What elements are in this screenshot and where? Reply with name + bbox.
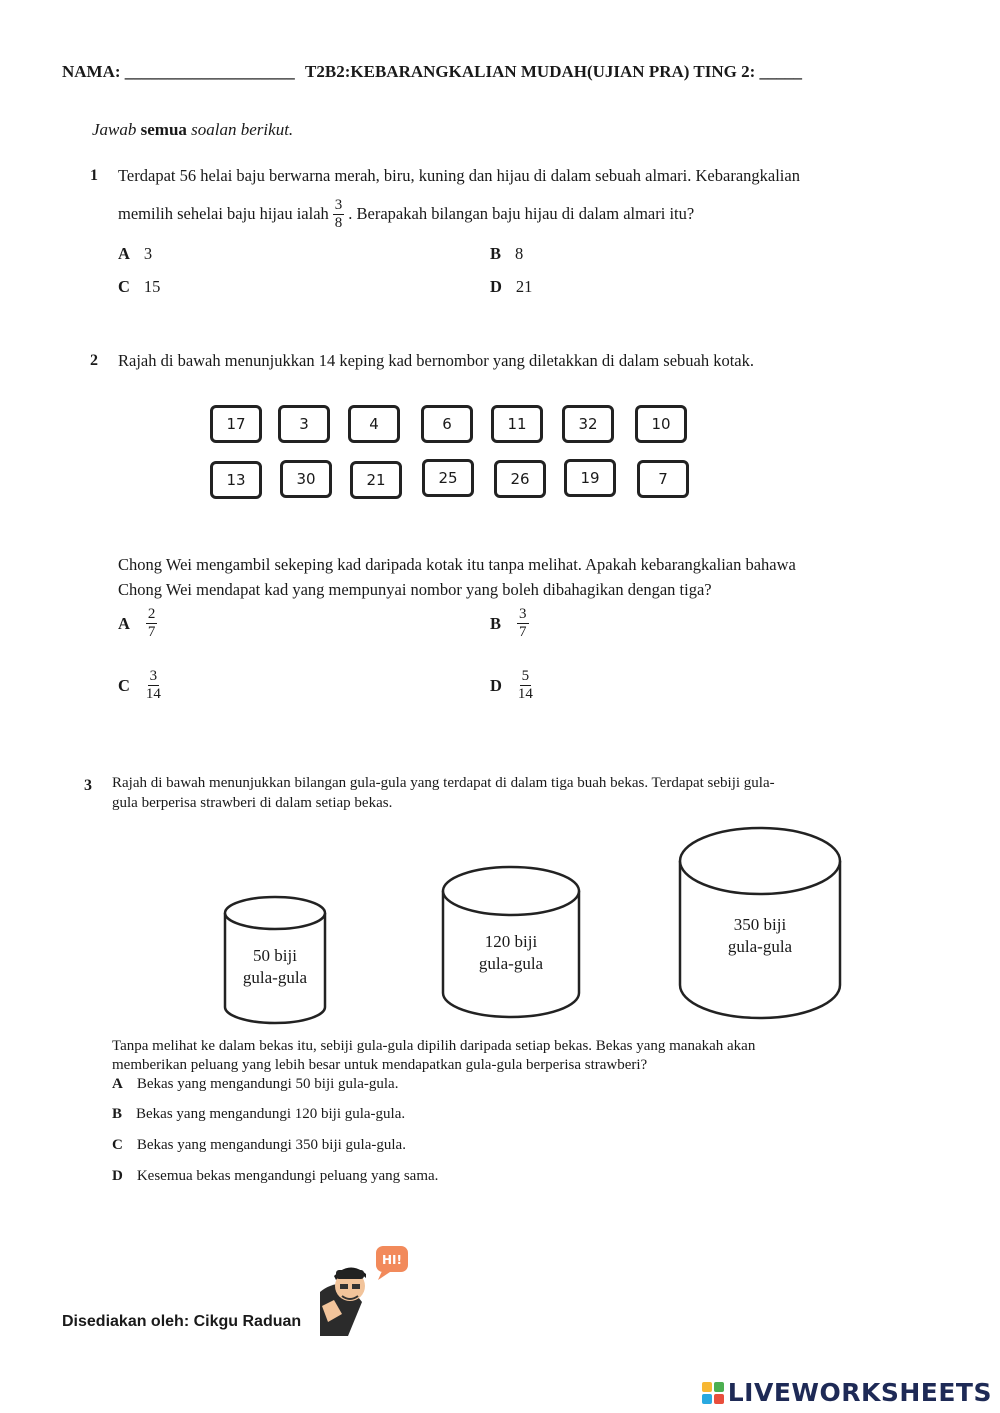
answer-option-d[interactable]: D 21 [490,277,533,296]
answer-option-a[interactable]: A 3 [118,244,153,263]
number-card: 21 [350,461,402,499]
number-card: 30 [280,460,332,498]
number-card: 7 [637,460,689,498]
number-card: 6 [421,405,473,443]
question-text: memilih sehelai baju hijau ialah $\frac{3}{8}$ . Berapakah bilangan baju hijau di dalam almari itu? [118,196,695,231]
question-text: Chong Wei mengambil sekeping kad daripada kotak itu tanpa melihat. Apakah kebarangkalian bahawa [118,555,796,574]
question-text: memberikan peluang yang lebih besar untuk mendapatkan gula-gula berperisa strawberi? [112,1057,648,1073]
answer-option-b[interactable]: B $\frac{3}{7}$ [490,606,527,640]
bubble-text: HI! [382,1253,402,1267]
number-card: 25 [422,459,474,497]
instruction: Jawab semua soalan berikut. [92,120,294,139]
answer-option-d[interactable]: D Kesemua bekas mengandungi peluang yang sama. [112,1168,439,1184]
fraction: $\frac{3}{8}$ [334,196,343,231]
number-card: 17 [210,405,262,443]
answer-option-c[interactable]: C Bekas yang mengandungi 350 biji gula-gula. [112,1137,406,1153]
brand-name: LIVEWORKSHEETS [727,1378,992,1407]
number-card: 10 [635,405,687,443]
question-text: Tanpa melihat ke dalam bekas itu, sebiji gula-gula dipilih daripada setiap bekas. Bekas yang manakah akan [112,1038,756,1054]
answer-option-a[interactable]: A Bekas yang mengandungi 50 biji gula-gula. [112,1076,399,1092]
question-text: gula berperisa strawberi di dalam setiap bekas. [112,795,393,811]
answer-option-a[interactable]: A $\frac{2}{7}$ [118,606,156,640]
answer-option-d[interactable]: D $\frac{5}{14}$ [490,668,533,702]
question-number: 3 [84,777,92,794]
number-card: 26 [494,460,546,498]
number-card: 3 [278,405,330,443]
question-text: Terdapat 56 helai baju berwarna merah, biru, kuning dan hijau di dalam sebuah almari. Kebarangkalian [118,166,800,185]
brand-icon [701,1381,725,1405]
number-card: 19 [564,459,616,497]
jar-label: 350 biji gula-gula [727,915,793,956]
number-card: 13 [210,461,262,499]
number-card: 11 [491,405,543,443]
question-number: 2 [90,352,98,369]
answer-option-b[interactable]: B 8 [490,244,524,263]
number-card: 4 [348,405,400,443]
question-text: Rajah di bawah menunjukkan 14 keping kad bernombor yang diletakkan di dalam sebuah kotak. [118,351,754,370]
answer-option-c[interactable]: C $\frac{3}{14}$ [118,668,161,702]
fraction: $\frac{3}{7}$ [519,606,527,640]
jar-medium-lid [443,867,579,915]
fraction: $\frac{5}{14}$ [517,668,533,702]
answer-option-c[interactable]: C 15 [118,277,161,296]
number-card: 32 [562,405,614,443]
jar-label: 120 biji gula-gula [478,932,544,973]
fraction: $\frac{2}{7}$ [147,606,156,640]
question-text: Chong Wei mendapat kad yang mempunyai nombor yang boleh dibahagikan dengan tiga? [118,580,712,599]
answer-option-b[interactable]: B Bekas yang mengandungi 120 biji gula-gula. [112,1106,406,1122]
name-field-label: NAMA: ____________________ [62,62,295,81]
worksheet-title: T2B2:KEBARANGKALIAN MUDAH(UJIAN PRA) TING 2: _____ [305,62,802,81]
prepared-by: Disediakan oleh: Cikgu Raduan [62,1313,302,1330]
teacher-avatar [318,1244,413,1336]
jar-large-lid [680,828,840,894]
question-text: Rajah di bawah menunjukkan bilangan gula-gula yang terdapat di dalam tiga buah bekas. Terdapat sebiji gula- [112,775,775,791]
brand-logo [701,1378,992,1407]
jar-small-lid [225,897,325,929]
fraction: $\frac{3}{14}$ [145,668,161,702]
question-number: 1 [90,167,98,184]
jar-label: 50 biji gula-gula [242,946,308,987]
